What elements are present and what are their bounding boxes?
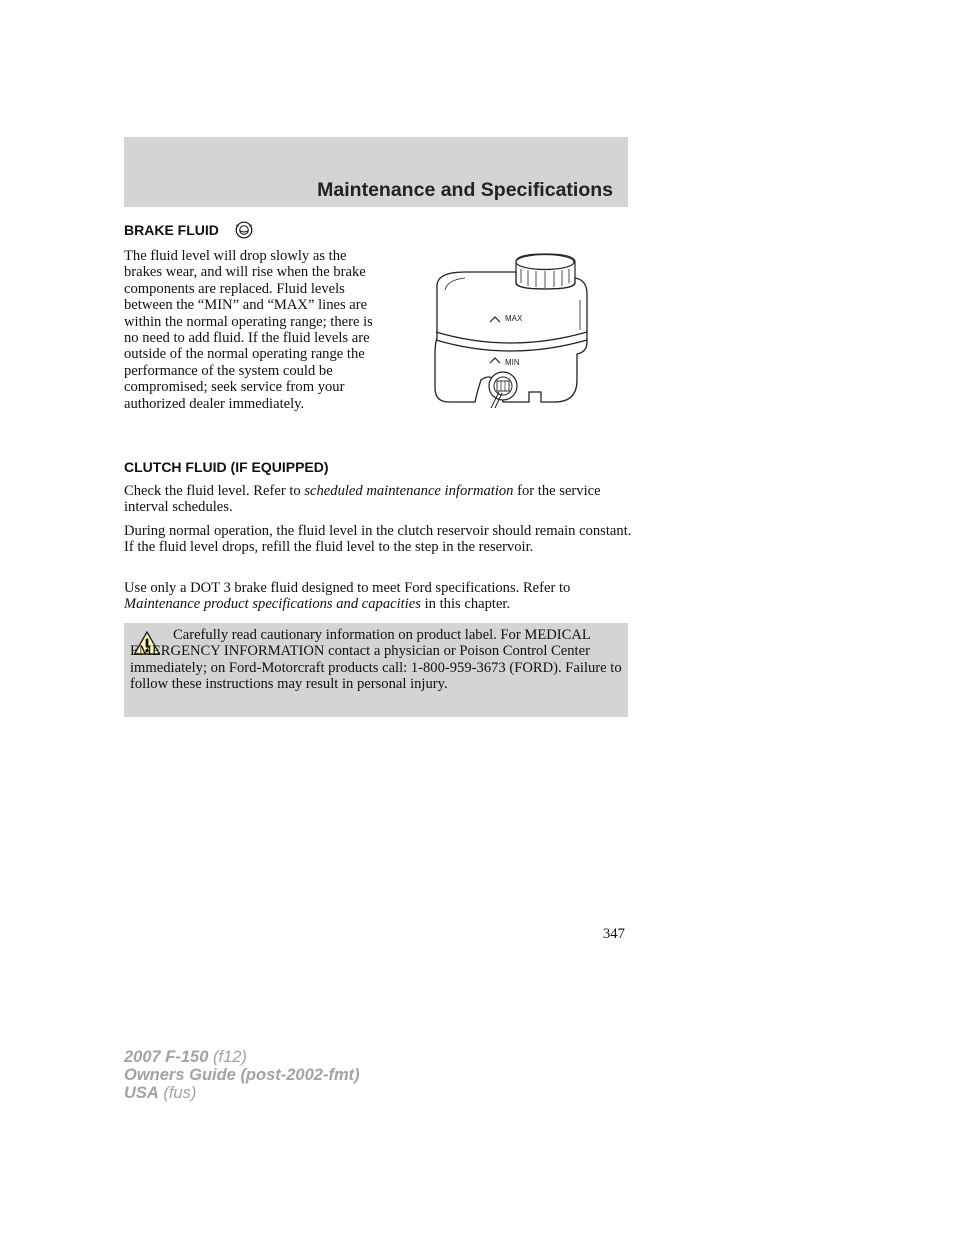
section-title: Maintenance and Specifications — [317, 179, 613, 201]
min-label: MIN — [505, 358, 520, 367]
max-label: MAX — [505, 314, 523, 323]
warning-text: Carefully read cautionary information on product label. For MEDICAL EMERGENCY INFORMATION contact a physician or Poison Control Center immediately; on Ford-Motorcraft products call: 1-800-959-3673 (FORD). Failure to follow these instructions may result in personal injury. — [130, 627, 622, 693]
brake-fluid-text: The fluid level will drop slowly as the brakes wear, and will rise when the brake components are replaced. Fluid levels between the “MIN” and “MAX” lines are within the normal operating range; there is no need to add fluid. If the fluid levels are outside of the normal operating range the performance of the system could be compromised; seek service from your authorized dealer immediately. — [124, 248, 373, 412]
clutch-fluid-paragraph-2: During normal operation, the fluid level in the clutch reservoir should remain constant. If the fluid level drops, refill the fluid level to the step in the reservoir. — [124, 523, 632, 556]
brake-fluid-icon — [235, 221, 253, 239]
clutch-fluid-heading: CLUTCH FLUID (IF EQUIPPED) — [124, 459, 329, 475]
section-header — [124, 137, 628, 207]
brake-fluid-heading: BRAKE FLUID — [124, 222, 219, 238]
scheduled-maintenance-reference: scheduled maintenance information — [304, 483, 514, 499]
brake-reservoir-illustration — [425, 250, 595, 412]
page-number: 347 — [603, 926, 625, 942]
clutch-fluid-paragraph-1: Check the fluid level. Refer to scheduled maintenance information for the service interval schedules. — [124, 483, 601, 516]
warning-box — [124, 623, 628, 717]
document-footer: 2007 F-150 (f12) Owners Guide (post-2002-fmt) USA (fus) — [124, 1048, 360, 1102]
capacities-reference: Maintenance product specifications and capacities — [124, 596, 421, 613]
clutch-fluid-paragraph-3: Use only a DOT 3 brake fluid designed to meet Ford specifications. Refer to Maintenance product specifications and capacities in this chapter. — [124, 580, 571, 613]
